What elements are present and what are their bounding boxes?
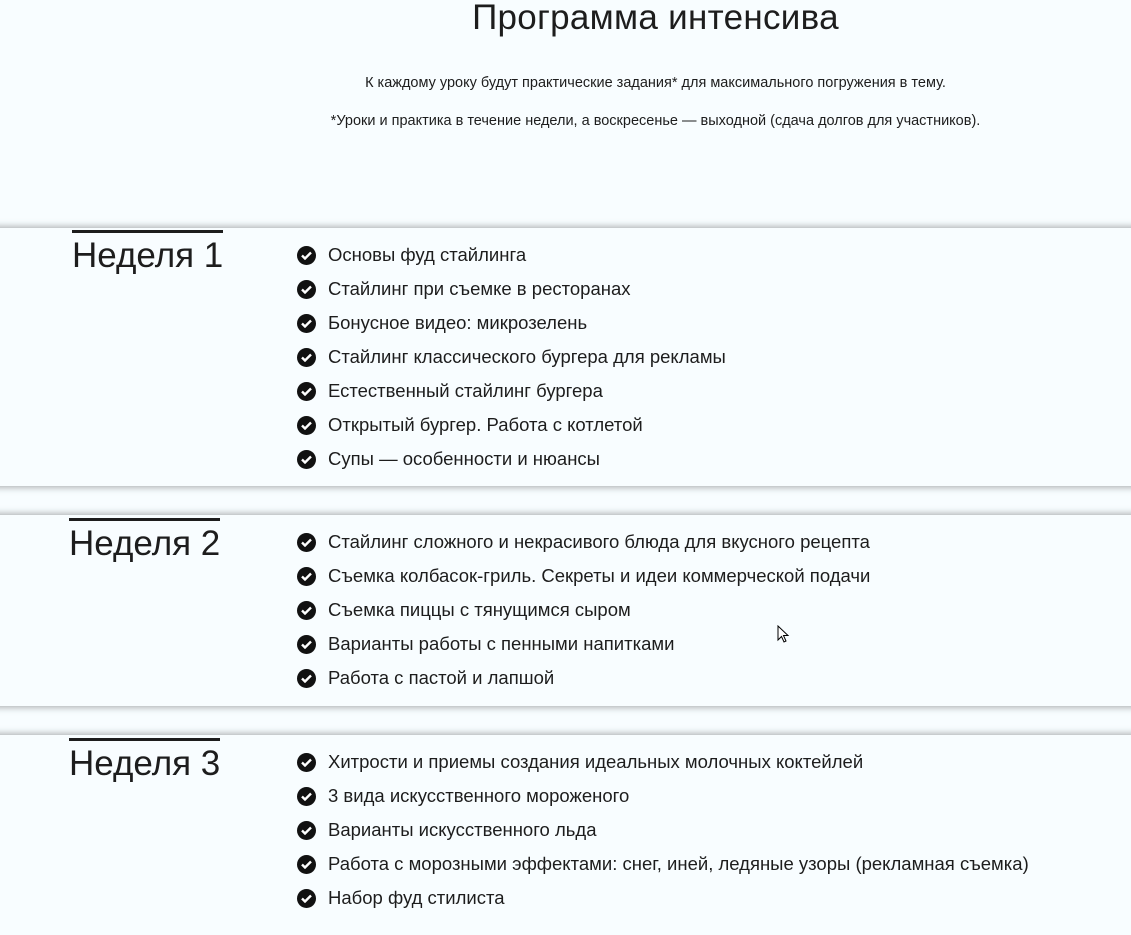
lesson-label: Супы — особенности и нюансы (328, 448, 600, 469)
check-circle-icon (297, 821, 316, 840)
lesson-item (297, 661, 870, 695)
lesson-item (297, 340, 726, 374)
lesson-item (297, 559, 870, 593)
check-circle-icon (297, 382, 316, 401)
check-circle-icon (297, 450, 316, 469)
check-circle-icon (297, 567, 316, 586)
lesson-item (297, 238, 726, 272)
lesson-label: Стайлинг сложного и некрасивого блюда для вкусного рецепта (328, 531, 870, 552)
lesson-item (297, 847, 1029, 881)
lesson-label: Работа с пастой и лапшой (328, 667, 555, 688)
lesson-label: Основы фуд стайлинга (328, 244, 527, 265)
lesson-label: Открытый бургер. Работа с котлетой (328, 414, 643, 435)
check-circle-icon (297, 787, 316, 806)
check-circle-icon (297, 533, 316, 552)
lesson-label: Варианты искусственного льда (328, 819, 597, 840)
lesson-label: Съемка колбасок-гриль. Секреты и идеи коммерческой подачи (328, 565, 871, 586)
lesson-item (297, 374, 726, 408)
lesson-item (297, 813, 1029, 847)
lesson-label: Работа с морозными эффектами: снег, иней, ледяные узоры (рекламная съемка) (328, 853, 1029, 874)
lesson-item (297, 745, 1029, 779)
lesson-item (297, 593, 870, 627)
lesson-item (297, 442, 726, 476)
lesson-label: Съемка пиццы с тянущимся сыром (328, 599, 631, 620)
lesson-item (297, 779, 1029, 813)
check-circle-icon (297, 246, 316, 265)
lesson-list (297, 525, 870, 695)
check-circle-icon (297, 753, 316, 772)
check-circle-icon (297, 601, 316, 620)
check-circle-icon (297, 669, 316, 688)
check-circle-icon (297, 855, 316, 874)
week-title: Неделя 1 (72, 230, 223, 277)
check-circle-icon (297, 416, 316, 435)
lesson-item (297, 525, 870, 559)
lesson-item (297, 881, 1029, 915)
lesson-label: Стайлинг классического бургера для рекламы (328, 346, 726, 367)
lesson-item (297, 627, 870, 661)
lesson-list (297, 745, 1029, 915)
page-title: Программа интенсива (472, 0, 839, 37)
lesson-item (297, 408, 726, 442)
lesson-label: Стайлинг при съемке в ресторанах (328, 278, 631, 299)
lesson-label: Варианты работы с пенными напитками (328, 633, 675, 654)
lesson-label: Хитрости и приемы создания идеальных молочных коктейлей (328, 751, 864, 772)
check-circle-icon (297, 889, 316, 908)
check-circle-icon (297, 635, 316, 654)
subtitle: К каждому уроку будут практические задания* для максимального погружения в тему. (365, 75, 946, 91)
lesson-label: Набор фуд стилиста (328, 887, 505, 908)
check-circle-icon (297, 348, 316, 367)
lesson-label: 3 вида искусственного мороженого (328, 785, 630, 806)
check-circle-icon (297, 280, 316, 299)
lesson-label: Бонусное видео: микрозелень (328, 312, 588, 333)
week-title: Неделя 2 (69, 518, 220, 565)
subtitle-note: *Уроки и практика в течение недели, а воскресенье — выходной (сдача долгов для участников). (330, 113, 981, 129)
week-title: Неделя 3 (69, 738, 220, 785)
lesson-label: Естественный стайлинг бургера (328, 380, 603, 401)
lesson-item (297, 306, 726, 340)
lesson-item (297, 272, 726, 306)
check-circle-icon (297, 314, 316, 333)
lesson-list (297, 238, 726, 476)
